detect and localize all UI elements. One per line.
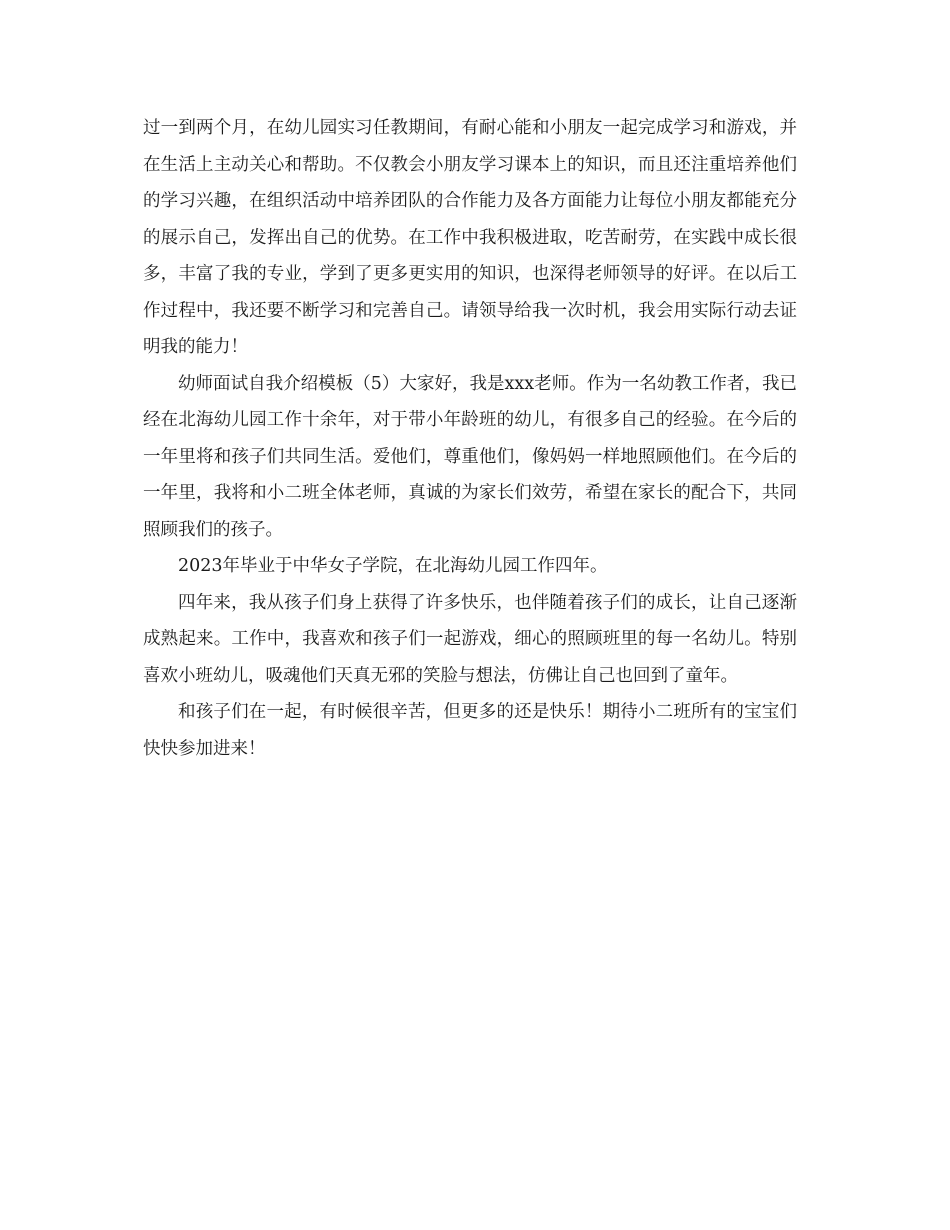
paragraph-closing: 和孩子们在一起，有时候很辛苦，但更多的还是快乐！期待小二班所有的宝宝们快快参加进来！ xyxy=(143,702,797,759)
paragraph-internship: 过一到两个月，在幼儿园实习任教期间，有耐心能和小朋友一起完成学习和游戏，并在生活上主动关心和帮助。不仅教会小朋友学习课本上的知识，而且还注重培养他们的学习兴趣，在组织活动中培养团队的合作能力及各方面能力让每位小朋友都能充分的展示自己，发挥出自己的优势。在工作中我积极进取，吃苦耐劳，在实践中成长很多，丰富了我的专业，学到了更多更实用的知识，也深得老师领导的好评。在以后工作过程中，我还要不断学习和完善自己。请领导给我一次时机，我会用实际行动去证明我的能力！ xyxy=(143,118,797,357)
paragraph-graduation: 2023年毕业于中华女子学院，在北海幼儿园工作四年。 xyxy=(178,556,608,576)
paragraph-four-years: 四年来，我从孩子们身上获得了许多快乐，也伴随着孩子们的成长，让自己逐渐成熟起来。工作中，我喜欢和孩子们一起游戏，细心的照顾班里的每一名幼儿。特别喜欢小班幼儿，吸魂他们天真无邪的笑脸与想法，仿佛让自己也回到了童年。 xyxy=(143,592,797,686)
paragraph-self-introduction: 幼师面试自我介绍模板（5）大家好，我是xxx老师。作为一名幼教工作者，我已经在北海幼儿园工作十余年，对于带小年龄班的幼儿，有很多自己的经验。在今后的一年里将和孩子们共同生活。爱他们，尊重他们，像妈妈一样地照顾他们。在今后的一年里，我将和小二班全体老师，真诚的为家长们效劳，希望在家长的配合下，共同照顾我们的孩子。 xyxy=(143,373,797,540)
document-body xyxy=(143,110,797,767)
